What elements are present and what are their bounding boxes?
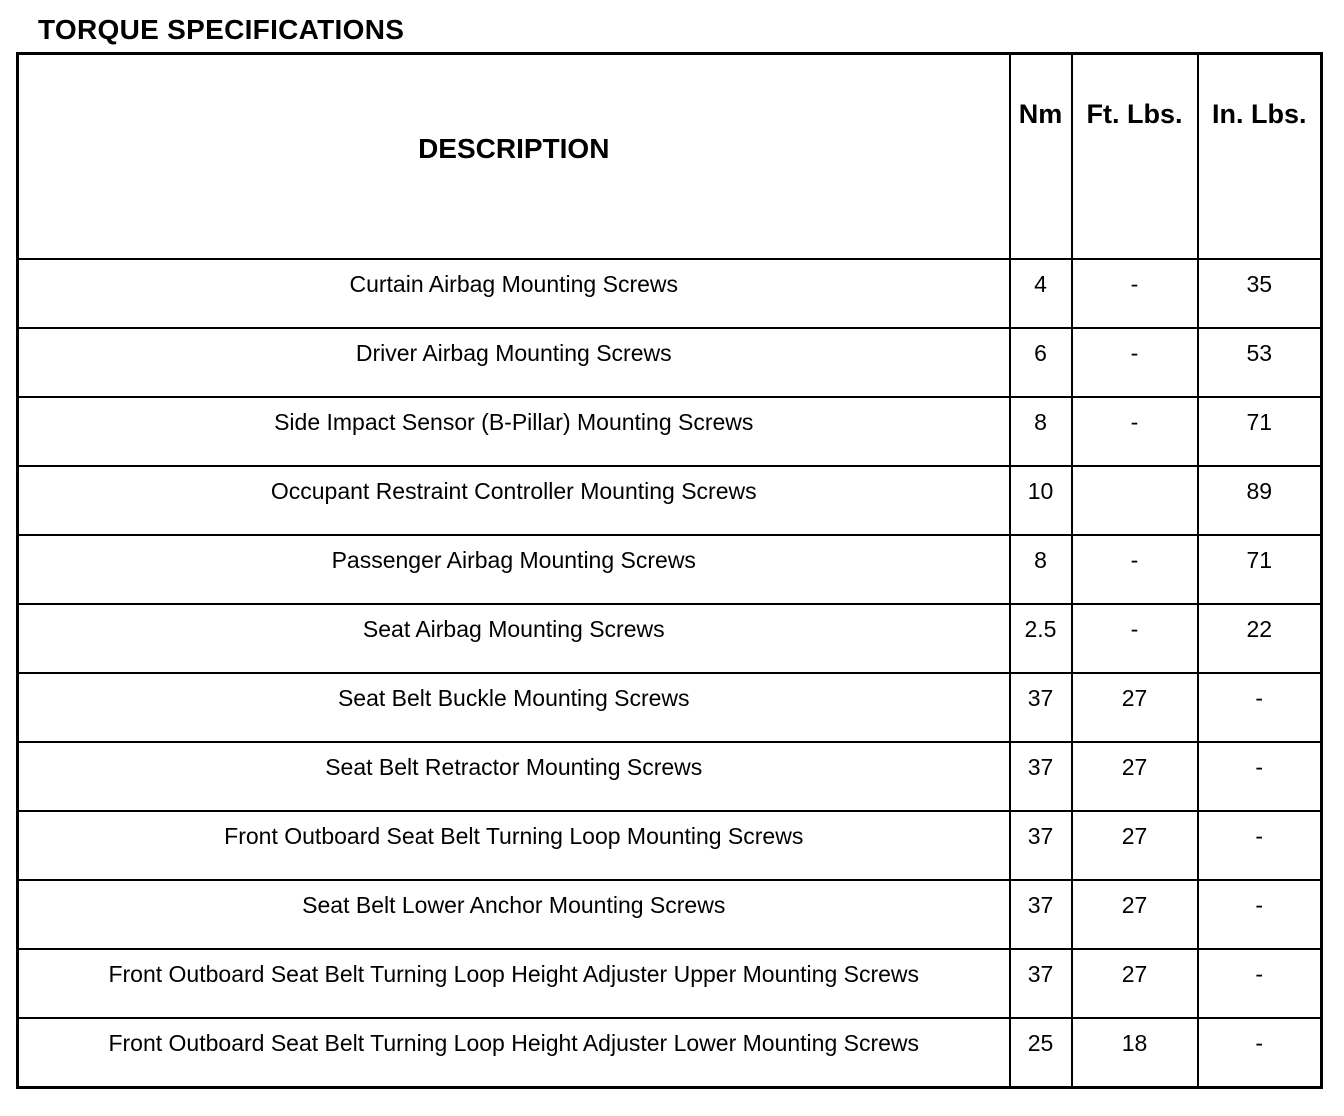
cell-ft-lbs: 27 xyxy=(1072,880,1198,949)
table-body xyxy=(18,259,1322,1087)
cell-description: Front Outboard Seat Belt Turning Loop Height Adjuster Upper Mounting Screws xyxy=(18,949,1010,1018)
table-row xyxy=(18,259,1322,328)
table-row xyxy=(18,880,1322,949)
table-row xyxy=(18,466,1322,535)
cell-nm: 10 xyxy=(1010,466,1072,535)
table-row xyxy=(18,949,1322,1018)
cell-in-lbs: 35 xyxy=(1198,259,1322,328)
cell-ft-lbs: - xyxy=(1072,604,1198,673)
cell-ft-lbs: - xyxy=(1072,259,1198,328)
cell-description: Front Outboard Seat Belt Turning Loop Height Adjuster Lower Mounting Screws xyxy=(18,1018,1010,1087)
cell-description: Seat Belt Retractor Mounting Screws xyxy=(18,742,1010,811)
table-row xyxy=(18,673,1322,742)
cell-in-lbs: - xyxy=(1198,949,1322,1018)
header-description: DESCRIPTION xyxy=(18,54,1010,260)
cell-description: Seat Airbag Mounting Screws xyxy=(18,604,1010,673)
cell-in-lbs: - xyxy=(1198,811,1322,880)
table-row xyxy=(18,328,1322,397)
cell-ft-lbs: - xyxy=(1072,535,1198,604)
cell-nm: 37 xyxy=(1010,811,1072,880)
page-title: TORQUE SPECIFICATIONS xyxy=(38,14,405,45)
torque-spec-table xyxy=(16,52,1323,1089)
cell-description: Occupant Restraint Controller Mounting Screws xyxy=(18,466,1010,535)
cell-nm: 8 xyxy=(1010,397,1072,466)
table-row xyxy=(18,1018,1322,1087)
cell-in-lbs: 53 xyxy=(1198,328,1322,397)
cell-nm: 25 xyxy=(1010,1018,1072,1087)
cell-description: Side Impact Sensor (B-Pillar) Mounting Screws xyxy=(18,397,1010,466)
table-row xyxy=(18,397,1322,466)
table-row xyxy=(18,604,1322,673)
cell-in-lbs: - xyxy=(1198,742,1322,811)
cell-nm: 37 xyxy=(1010,673,1072,742)
table-row xyxy=(18,811,1322,880)
header-ft-lbs: Ft. Lbs. xyxy=(1072,54,1198,260)
cell-nm: 37 xyxy=(1010,880,1072,949)
cell-ft-lbs: 18 xyxy=(1072,1018,1198,1087)
cell-nm: 37 xyxy=(1010,949,1072,1018)
cell-ft-lbs: - xyxy=(1072,397,1198,466)
cell-description: Driver Airbag Mounting Screws xyxy=(18,328,1010,397)
cell-nm: 4 xyxy=(1010,259,1072,328)
cell-description: Seat Belt Lower Anchor Mounting Screws xyxy=(18,880,1010,949)
cell-description: Seat Belt Buckle Mounting Screws xyxy=(18,673,1010,742)
cell-description: Passenger Airbag Mounting Screws xyxy=(18,535,1010,604)
cell-nm: 2.5 xyxy=(1010,604,1072,673)
cell-description: Curtain Airbag Mounting Screws xyxy=(18,259,1010,328)
cell-in-lbs: 89 xyxy=(1198,466,1322,535)
cell-in-lbs: - xyxy=(1198,880,1322,949)
cell-nm: 37 xyxy=(1010,742,1072,811)
cell-ft-lbs: 27 xyxy=(1072,742,1198,811)
table-row xyxy=(18,535,1322,604)
cell-ft-lbs: - xyxy=(1072,328,1198,397)
table-header xyxy=(18,54,1322,260)
cell-in-lbs: 22 xyxy=(1198,604,1322,673)
cell-ft-lbs xyxy=(1072,466,1198,535)
cell-in-lbs: - xyxy=(1198,673,1322,742)
cell-nm: 8 xyxy=(1010,535,1072,604)
cell-in-lbs: - xyxy=(1198,1018,1322,1087)
cell-ft-lbs: 27 xyxy=(1072,949,1198,1018)
cell-in-lbs: 71 xyxy=(1198,397,1322,466)
header-nm: Nm xyxy=(1010,54,1072,260)
header-row xyxy=(18,54,1322,260)
cell-in-lbs: 71 xyxy=(1198,535,1322,604)
cell-ft-lbs: 27 xyxy=(1072,673,1198,742)
table-row xyxy=(18,742,1322,811)
cell-ft-lbs: 27 xyxy=(1072,811,1198,880)
cell-description: Front Outboard Seat Belt Turning Loop Mounting Screws xyxy=(18,811,1010,880)
header-in-lbs: In. Lbs. xyxy=(1198,54,1322,260)
cell-nm: 6 xyxy=(1010,328,1072,397)
